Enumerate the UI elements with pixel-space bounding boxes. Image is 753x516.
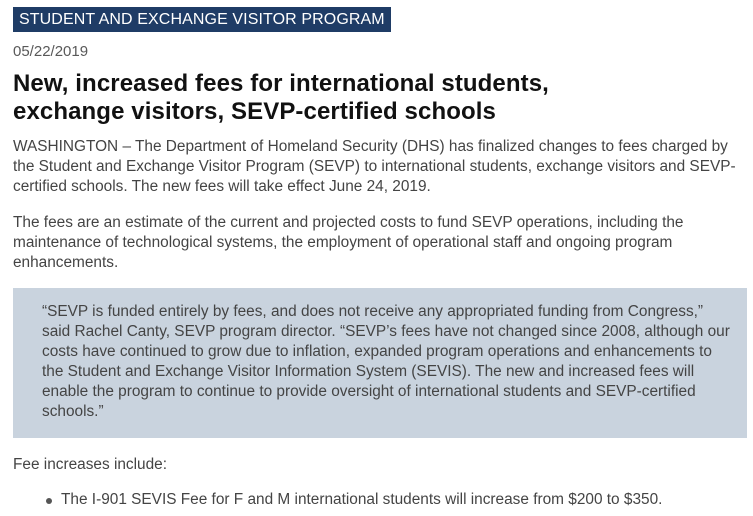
paragraph-fees-estimate: The fees are an estimate of the current and projected costs to fund SEVP operations, including the maintenance of technological systems, the employment of operational staff and ongoing program enhancements. bbox=[13, 214, 684, 271]
page-title bbox=[13, 70, 747, 126]
pull-quote-text: “SEVP is funded entirely by fees, and does not receive any appropriated funding from Congress,” said Rachel Canty, SEVP program director. “SEVP’s fees have not changed since 2008, although our costs have continued to grow due to inflation, expanded program operations and enhancements to the Student and Exchange Visitor Information System (SEVIS). The new and increased fees will enable the program to continue to provide oversight of international students and SEVP-certified schools.” bbox=[42, 303, 730, 420]
fee-increases-intro: Fee increases include: bbox=[13, 456, 167, 473]
pull-quote bbox=[13, 288, 747, 438]
page-title-line-1: New, increased fees for international students, bbox=[13, 70, 549, 97]
paragraph-washington: WASHINGTON – The Department of Homeland Security (DHS) has finalized changes to fees charged by the Student and Exchange Visitor Program (SEVP) to international students, exchange visitors and SEVP-certified schools. The new fees will take effect June 24, 2019. bbox=[13, 138, 736, 195]
page-title-line-2: exchange visitors, SEVP-certified schools bbox=[13, 98, 496, 125]
bullet-icon bbox=[46, 498, 52, 504]
fee-list bbox=[13, 490, 747, 510]
fee-item-text: The I-901 SEVIS Fee for F and M international students will increase from $200 to $350. bbox=[61, 491, 663, 508]
press-release bbox=[13, 7, 747, 510]
list-item bbox=[13, 490, 747, 510]
program-tag[interactable]: STUDENT AND EXCHANGE VISITOR PROGRAM bbox=[13, 7, 391, 32]
release-date: 05/22/2019 bbox=[13, 43, 89, 60]
